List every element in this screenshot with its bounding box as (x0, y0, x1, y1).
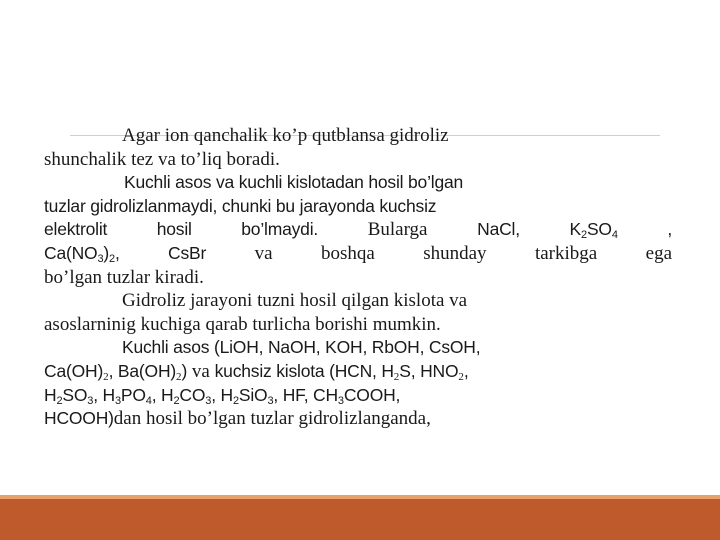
formula-ca-no3-2: $Ca(NO_3)_2$, (44, 242, 120, 265)
strong-salts-line-5: bo’lgan tuzlar kiradi. (44, 266, 204, 288)
formula-k2so4: $K_2SO_4$ , (569, 219, 672, 242)
slide-body-text (44, 124, 672, 431)
paragraph-hydrolysis-process (44, 289, 672, 336)
strong-salts-line-4: $Ca(NO_3)_2$, CsBr va boshqa shunday tarkibga ega (44, 242, 673, 265)
strong-salts-line-2: tuzlar gidrolizlanmaydi, chunki bu jarayonda kuchsiz (44, 195, 437, 216)
polarization-line-2: shunchalik tez va to’liq boradi. (44, 148, 280, 170)
paragraph-strong-base-weak-acid (44, 336, 672, 430)
process-line-2: asoslarninig kuchiga qarab turlicha borishi mumkin. (44, 313, 441, 335)
polarization-line-1: Agar ion qanchalik ko’p qutblansa gidroliz (122, 125, 449, 146)
paragraph-strong-acid-base (44, 171, 672, 289)
strong-salts-line-3: elektrolit hosil bo’lmaydi. Bularga NaCl, $K_2SO_4$ , (44, 219, 672, 242)
strong-salts-line-1: Kuchli asos va kuchli kislotadan hosil bo’lgan (124, 172, 464, 193)
process-line-1: Gidroliz jarayoni tuzni hosil qilgan kislota va (122, 290, 468, 312)
paragraph-polarization (44, 124, 672, 171)
formula-csbr: CsBr (168, 242, 207, 263)
strong-base-line-1: Kuchli asos (LiOH, NaOH, KOH, RbOH, CsOH, (122, 337, 481, 358)
footer-band (0, 499, 720, 540)
strong-base-line-2: $Ca(OH)_2$, $Ba(OH)_2$) va kuchsiz kislota (HCN, $H_2S$, $HNO_2$, (44, 360, 469, 383)
strong-base-line-4: HCOOH)dan hosil bo’lgan tuzlar gidrolizlanganda, (44, 408, 431, 430)
strong-base-line-3: $H_2SO_3$, $H_3PO_4$, $H_2CO_3$, $H_2SiO_3$, HF, $CH_3COOH$, (44, 384, 401, 407)
